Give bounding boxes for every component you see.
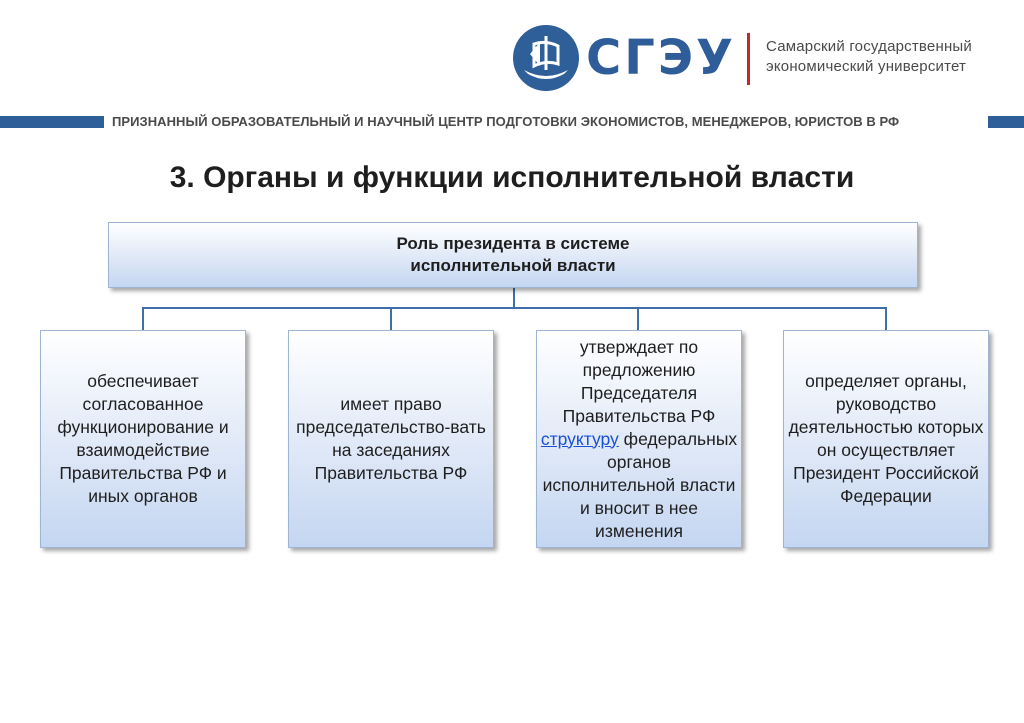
logo-wordmark: СГЭУ xyxy=(586,30,737,86)
child-text-3-before: утверждает по предложению Председателя Правительства РФ xyxy=(562,336,716,426)
root-line2: исполнительной власти xyxy=(410,256,616,275)
university-name-line2: экономический университет xyxy=(766,58,967,75)
diagram-child-box-1 xyxy=(40,330,246,548)
child-text-3 xyxy=(540,336,738,543)
diagram-child-box-3 xyxy=(536,330,742,548)
root-line1: Роль президента в системе xyxy=(396,234,630,253)
diagram-child-box-4 xyxy=(783,330,989,548)
header-tagline: ПРИЗНАННЫЙ ОБРАЗОВАТЕЛЬНЫЙ И НАУЧНЫЙ ЦЕНТР ПОДГОТОВКИ ЭКОНОМИСТОВ, МЕНЕДЖЕРОВ, ЮРИСТОВ В РФ xyxy=(112,114,900,129)
child-text-1: обеспечивает согласованное функционирование и взаимодействие Правительства РФ и иных органов xyxy=(57,371,229,506)
diagram-root-box xyxy=(108,222,918,288)
slide-title: 3. Органы и функции исполнительной власти xyxy=(169,161,855,194)
child-text-2: имеет право председательство-вать на заседаниях Правительства РФ xyxy=(296,394,486,483)
child-text-4: определяет органы, руководство деятельностью которых он осуществляет Президент Российской Федерации xyxy=(788,371,984,506)
university-name-line1: Самарский государственный xyxy=(766,38,972,55)
child-text-3-after: федеральных органов исполнительной власти и вносит в нее изменения xyxy=(542,428,738,541)
diagram-child-box-2 xyxy=(288,330,494,548)
structure-link[interactable]: структуру xyxy=(540,428,619,449)
